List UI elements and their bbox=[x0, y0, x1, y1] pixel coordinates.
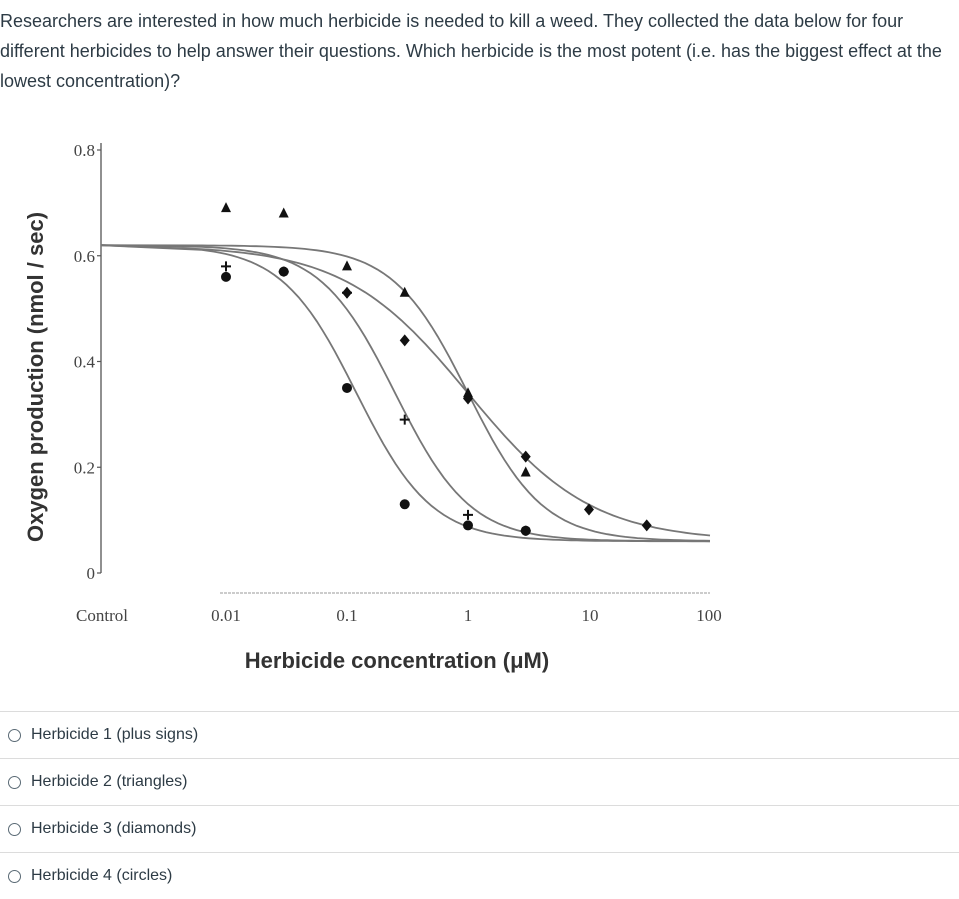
option-herbicide-4[interactable] bbox=[0, 852, 959, 899]
y-tick-label: 0 bbox=[86, 564, 95, 583]
chart-axes bbox=[74, 141, 722, 625]
y-tick-label: 0.8 bbox=[73, 141, 95, 160]
data-point-triangle bbox=[221, 202, 231, 212]
dose-response-chart bbox=[0, 125, 760, 685]
radio-button-icon[interactable] bbox=[8, 776, 21, 789]
data-point-circle bbox=[521, 526, 531, 536]
question-text: Researchers are interested in how much herbicide is needed to kill a weed. They collected the data below for four different herbicides to help answer their questions. Which herbicide is the most potent (i.e. has the biggest effect at the lowest concentration)? bbox=[0, 11, 942, 91]
x-tick-label: 1 bbox=[463, 606, 473, 625]
radio-button-icon[interactable] bbox=[8, 823, 21, 836]
y-axis-title: Oxygen production (nmol / sec) bbox=[23, 211, 48, 543]
option-herbicide-3[interactable] bbox=[0, 805, 959, 852]
option-label: Herbicide 4 (circles) bbox=[31, 867, 173, 884]
option-herbicide-2[interactable] bbox=[0, 758, 959, 805]
data-point-circle bbox=[221, 272, 231, 282]
answer-options bbox=[0, 711, 959, 899]
data-point-plus bbox=[221, 261, 231, 271]
option-label: Herbicide 1 (plus signs) bbox=[31, 726, 199, 743]
data-point-circle bbox=[463, 520, 473, 530]
data-point-diamond bbox=[642, 519, 652, 531]
radio-button-icon[interactable] bbox=[8, 870, 21, 883]
data-point-triangle bbox=[342, 260, 352, 270]
y-tick-label: 0.2 bbox=[73, 458, 95, 478]
option-label: Herbicide 3 (diamonds) bbox=[31, 820, 197, 837]
y-tick-label: 0.4 bbox=[73, 352, 95, 372]
data-point-plus bbox=[400, 415, 410, 425]
x-tick-label: Control bbox=[76, 606, 128, 625]
data-point-triangle bbox=[521, 467, 531, 477]
option-herbicide-1[interactable] bbox=[0, 711, 959, 758]
data-point-plus bbox=[463, 510, 473, 520]
x-tick-label: 0.01 bbox=[211, 606, 241, 625]
y-tick-label: 0.6 bbox=[73, 246, 95, 266]
radio-button-icon[interactable] bbox=[8, 729, 21, 742]
data-point-diamond bbox=[342, 287, 352, 299]
x-tick-label: 10 bbox=[581, 606, 599, 625]
data-point-diamond bbox=[400, 334, 410, 346]
data-point-triangle bbox=[279, 207, 289, 217]
data-point-circle bbox=[279, 267, 289, 277]
data-points bbox=[221, 202, 652, 536]
x-tick-label: 0.1 bbox=[336, 606, 358, 625]
data-point-diamond bbox=[584, 504, 594, 516]
option-label: Herbicide 2 (triangles) bbox=[31, 773, 188, 790]
data-point-circle bbox=[342, 383, 352, 393]
x-axis-title: Herbicide concentration (μM) bbox=[244, 648, 550, 673]
x-tick-label: 100 bbox=[696, 606, 722, 625]
data-point-circle bbox=[400, 499, 410, 509]
